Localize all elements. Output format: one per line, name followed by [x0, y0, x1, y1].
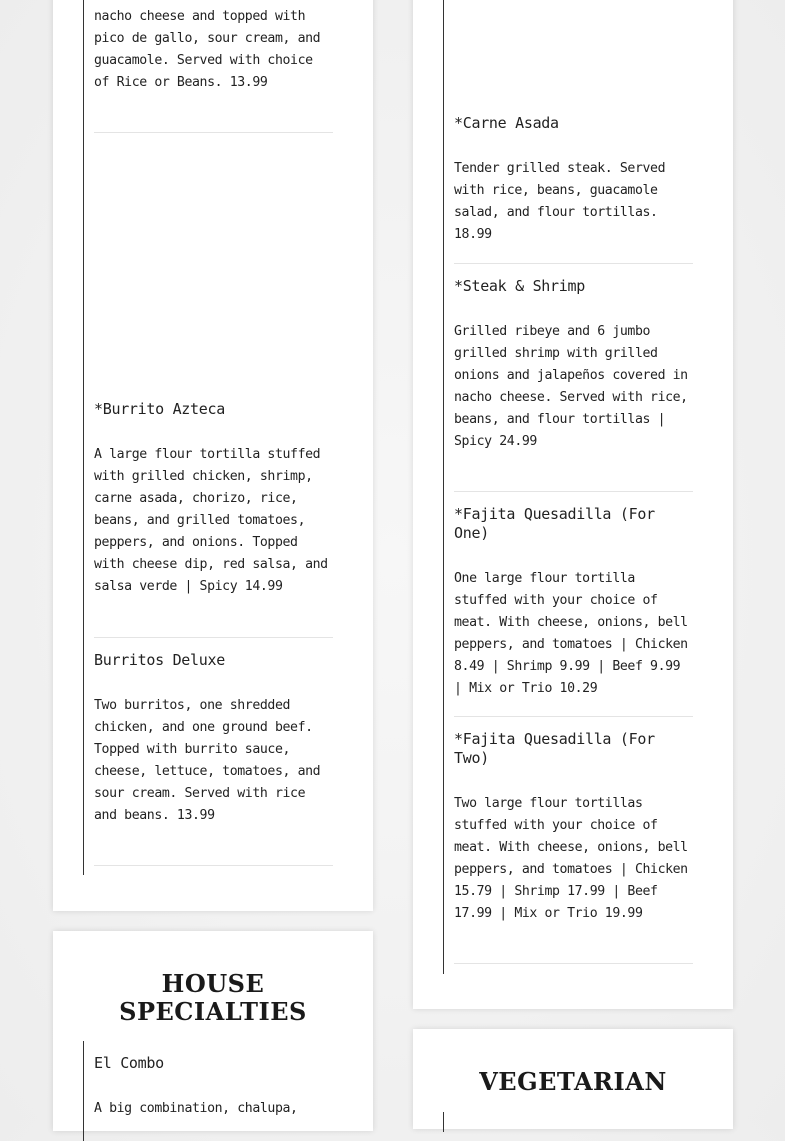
menu-item-description: Two burritos, one shredded chicken, and one ground beef. Topped with burrito sauce, cheese, lettuce, tomatoes, and sour cream. Served with rice and beans. 13.99 — [94, 698, 321, 823]
menu-item-separator — [454, 716, 693, 717]
menu-item-separator — [454, 963, 693, 964]
menu-item-description: Tender grilled steak. Served with rice, beans, guacamole salad, and flour tortillas. 18.99 — [454, 161, 666, 242]
menu-item-description: Two large flour tortillas stuffed with your choice of meat. With cheese, onions, bell peppers, and tomatoes | Chicken 15.79 | Shrimp 17.99 | Beef 17.99 | Mix or Trio 19.99 — [454, 796, 688, 921]
menu-item-separator — [94, 637, 333, 638]
left-column-rule — [83, 0, 84, 875]
section-title-house-specialties: HOUSE SPECIALTIES — [119, 969, 307, 1026]
menu-item-title: *Steak & Shrimp — [454, 277, 585, 295]
menu-item-description: One large flour tortilla stuffed with your choice of meat. With cheese, onions, bell peppers, and tomatoes | Chicken 8.49 | Shrimp 9.99 | Beef 9.99 | Mix or Trio 10.29 — [454, 571, 688, 696]
menu-item-title: El Combo — [94, 1054, 164, 1072]
vegetarian-rule — [443, 1112, 444, 1132]
menu-item-title: *Fajita Quesadilla (For One) — [454, 505, 655, 542]
menu-item-title: *Fajita Quesadilla (For Two) — [454, 730, 655, 767]
menu-item-separator — [94, 132, 333, 133]
menu-item-separator — [94, 865, 333, 866]
right-column-rule — [443, 0, 444, 974]
menu-item-description: A large flour tortilla stuffed with grilled chicken, shrimp, carne asada, chorizo, rice, beans, and grilled tomatoes, peppers, and onions. Topped with cheese dip, red salsa, and salsa verde | Spicy 14.99 — [94, 447, 328, 594]
menu-item-title: *Carne Asada — [454, 114, 559, 132]
menu-item-el-combo — [94, 1054, 334, 1120]
menu-item-steak-shrimp — [454, 277, 694, 453]
menu-item-separator — [454, 263, 693, 264]
menu-item-fajita-quesadilla-two — [454, 730, 694, 925]
menu-item-description: A big combination, chalupa, — [94, 1101, 298, 1116]
menu-item-title: Burritos Deluxe — [94, 651, 225, 669]
menu-item-description: nacho cheese and topped with pico de gallo, sour cream, and guacamole. Served with choice of Rice or Beans. 13.99 — [94, 9, 321, 90]
menu-item-carne-asada — [454, 114, 694, 246]
menu-item-description: Grilled ribeye and 6 jumbo grilled shrimp with grilled onions and jalapeños covered in nacho cheese. Served with rice, beans, and flour tortillas | Spicy 24.99 — [454, 324, 688, 449]
menu-item-title: *Burrito Azteca — [94, 400, 225, 418]
menu-item-separator — [454, 491, 693, 492]
section-title-vegetarian: VEGETARIAN — [479, 1067, 667, 1096]
menu-item-fajita-quesadilla-one — [454, 505, 694, 700]
house-specialties-rule — [83, 1041, 84, 1141]
menu-item-partial — [94, 6, 334, 94]
menu-item-burrito-azteca — [94, 400, 334, 598]
menu-item-burritos-deluxe — [94, 651, 334, 827]
